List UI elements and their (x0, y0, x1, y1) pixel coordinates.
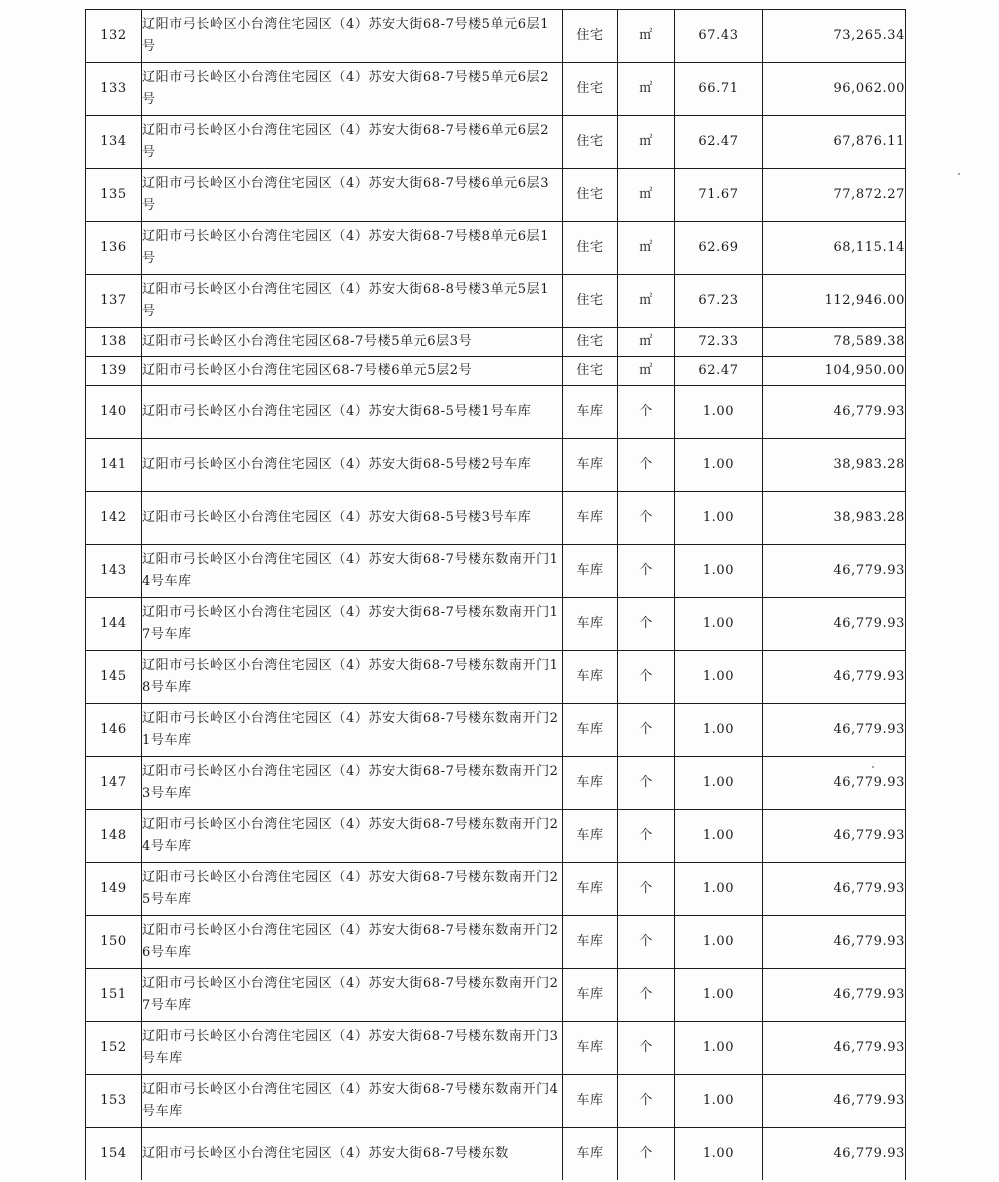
property-type: 住宅 (563, 169, 618, 222)
quantity: 62.47 (675, 357, 763, 386)
amount: 46,779.93 (763, 1128, 906, 1181)
amount: 73,265.34 (763, 10, 906, 63)
scan-speck (958, 173, 960, 175)
property-type: 车库 (563, 1022, 618, 1075)
amount: 46,779.93 (763, 757, 906, 810)
property-type: 住宅 (563, 116, 618, 169)
table-row (86, 651, 906, 704)
measure-unit: 个 (618, 439, 675, 492)
measure-unit: 个 (618, 810, 675, 863)
row-number: 154 (86, 1128, 142, 1181)
row-number: 151 (86, 969, 142, 1022)
row-number: 141 (86, 439, 142, 492)
row-number: 152 (86, 1022, 142, 1075)
table-row (86, 116, 906, 169)
measure-unit: ㎡ (618, 328, 675, 357)
table-row (86, 598, 906, 651)
property-type: 住宅 (563, 275, 618, 328)
property-location: 辽阳市弓长岭区小台湾住宅园区（4）苏安大街68-7号楼东数南开门27号车库 (142, 969, 563, 1022)
measure-unit: ㎡ (618, 275, 675, 328)
property-type: 车库 (563, 545, 618, 598)
amount: 38,983.28 (763, 492, 906, 545)
property-location: 辽阳市弓长岭区小台湾住宅园区（4）苏安大街68-7号楼东数南开门25号车库 (142, 863, 563, 916)
property-type: 住宅 (563, 63, 618, 116)
property-type: 住宅 (563, 357, 618, 386)
quantity: 1.00 (675, 863, 763, 916)
measure-unit: ㎡ (618, 169, 675, 222)
measure-unit: ㎡ (618, 116, 675, 169)
table-row (86, 492, 906, 545)
table-row (86, 275, 906, 328)
property-type: 车库 (563, 916, 618, 969)
measure-unit: ㎡ (618, 10, 675, 63)
table-row (86, 1022, 906, 1075)
property-type: 车库 (563, 969, 618, 1022)
property-location: 辽阳市弓长岭区小台湾住宅园区（4）苏安大街68-7号楼8单元6层1号 (142, 222, 563, 275)
row-number: 148 (86, 810, 142, 863)
measure-unit: 个 (618, 598, 675, 651)
property-location: 辽阳市弓长岭区小台湾住宅园区68-7号楼5单元6层3号 (142, 328, 563, 357)
row-number: 142 (86, 492, 142, 545)
property-type: 车库 (563, 863, 618, 916)
quantity: 72.33 (675, 328, 763, 357)
amount: 46,779.93 (763, 916, 906, 969)
table-row (86, 222, 906, 275)
table-row (86, 1075, 906, 1128)
row-number: 137 (86, 275, 142, 328)
row-number: 145 (86, 651, 142, 704)
quantity: 66.71 (675, 63, 763, 116)
property-location: 辽阳市弓长岭区小台湾住宅园区（4）苏安大街68-7号楼东数南开门24号车库 (142, 810, 563, 863)
property-location: 辽阳市弓长岭区小台湾住宅园区（4）苏安大街68-7号楼5单元6层1号 (142, 10, 563, 63)
table-row (86, 1128, 906, 1181)
quantity: 1.00 (675, 1128, 763, 1181)
quantity: 1.00 (675, 598, 763, 651)
quantity: 1.00 (675, 916, 763, 969)
table-row (86, 10, 906, 63)
measure-unit: 个 (618, 1128, 675, 1181)
row-number: 136 (86, 222, 142, 275)
property-type: 车库 (563, 492, 618, 545)
measure-unit: ㎡ (618, 63, 675, 116)
property-type: 车库 (563, 1128, 618, 1181)
quantity: 1.00 (675, 757, 763, 810)
measure-unit: 个 (618, 1022, 675, 1075)
amount: 46,779.93 (763, 810, 906, 863)
quantity: 1.00 (675, 704, 763, 757)
row-number: 135 (86, 169, 142, 222)
property-location: 辽阳市弓长岭区小台湾住宅园区68-7号楼6单元5层2号 (142, 357, 563, 386)
row-number: 153 (86, 1075, 142, 1128)
property-location: 辽阳市弓长岭区小台湾住宅园区（4）苏安大街68-5号楼2号车库 (142, 439, 563, 492)
amount: 46,779.93 (763, 1075, 906, 1128)
row-number: 132 (86, 10, 142, 63)
table-row (86, 439, 906, 492)
quantity: 1.00 (675, 969, 763, 1022)
measure-unit: ㎡ (618, 357, 675, 386)
measure-unit: 个 (618, 1075, 675, 1128)
quantity: 1.00 (675, 810, 763, 863)
table-row (86, 357, 906, 386)
property-location: 辽阳市弓长岭区小台湾住宅园区（4）苏安大街68-5号楼3号车库 (142, 492, 563, 545)
row-number: 133 (86, 63, 142, 116)
measure-unit: 个 (618, 704, 675, 757)
quantity: 67.43 (675, 10, 763, 63)
property-location: 辽阳市弓长岭区小台湾住宅园区（4）苏安大街68-7号楼东数南开门17号车库 (142, 598, 563, 651)
amount: 96,062.00 (763, 63, 906, 116)
property-location: 辽阳市弓长岭区小台湾住宅园区（4）苏安大街68-7号楼东数南开门21号车库 (142, 704, 563, 757)
row-number: 150 (86, 916, 142, 969)
table-row (86, 704, 906, 757)
quantity: 1.00 (675, 1022, 763, 1075)
quantity: 1.00 (675, 492, 763, 545)
measure-unit: 个 (618, 651, 675, 704)
property-type: 住宅 (563, 10, 618, 63)
measure-unit: ㎡ (618, 222, 675, 275)
property-location: 辽阳市弓长岭区小台湾住宅园区（4）苏安大街68-7号楼东数南开门18号车库 (142, 651, 563, 704)
quantity: 1.00 (675, 439, 763, 492)
row-number: 139 (86, 357, 142, 386)
property-location: 辽阳市弓长岭区小台湾住宅园区（4）苏安大街68-7号楼5单元6层2号 (142, 63, 563, 116)
table-row (86, 169, 906, 222)
property-location: 辽阳市弓长岭区小台湾住宅园区（4）苏安大街68-7号楼东数南开门4号车库 (142, 1075, 563, 1128)
row-number: 134 (86, 116, 142, 169)
amount: 77,872.27 (763, 169, 906, 222)
amount: 112,946.00 (763, 275, 906, 328)
amount: 46,779.93 (763, 969, 906, 1022)
quantity: 1.00 (675, 545, 763, 598)
row-number: 140 (86, 386, 142, 439)
row-number: 147 (86, 757, 142, 810)
property-type: 住宅 (563, 328, 618, 357)
table-row (86, 863, 906, 916)
measure-unit: 个 (618, 757, 675, 810)
amount: 67,876.11 (763, 116, 906, 169)
property-location: 辽阳市弓长岭区小台湾住宅园区（4）苏安大街68-7号楼东数南开门14号车库 (142, 545, 563, 598)
property-location: 辽阳市弓长岭区小台湾住宅园区（4）苏安大街68-7号楼东数南开门26号车库 (142, 916, 563, 969)
property-type: 车库 (563, 598, 618, 651)
property-location: 辽阳市弓长岭区小台湾住宅园区（4）苏安大街68-7号楼东数南开门23号车库 (142, 757, 563, 810)
amount: 78,589.38 (763, 328, 906, 357)
amount: 46,779.93 (763, 1022, 906, 1075)
property-type: 车库 (563, 1075, 618, 1128)
property-type: 车库 (563, 704, 618, 757)
row-number: 143 (86, 545, 142, 598)
property-type: 车库 (563, 439, 618, 492)
amount: 104,950.00 (763, 357, 906, 386)
asset-table (85, 9, 906, 1180)
amount: 68,115.14 (763, 222, 906, 275)
property-type: 车库 (563, 651, 618, 704)
measure-unit: 个 (618, 863, 675, 916)
table-row (86, 63, 906, 116)
table-row (86, 328, 906, 357)
amount: 46,779.93 (763, 651, 906, 704)
amount: 46,779.93 (763, 863, 906, 916)
amount: 38,983.28 (763, 439, 906, 492)
property-type: 车库 (563, 386, 618, 439)
amount: 46,779.93 (763, 386, 906, 439)
property-location: 辽阳市弓长岭区小台湾住宅园区（4）苏安大街68-7号楼6单元6层2号 (142, 116, 563, 169)
property-location: 辽阳市弓长岭区小台湾住宅园区（4）苏安大街68-8号楼3单元5层1号 (142, 275, 563, 328)
amount: 46,779.93 (763, 598, 906, 651)
measure-unit: 个 (618, 545, 675, 598)
quantity: 71.67 (675, 169, 763, 222)
measure-unit: 个 (618, 386, 675, 439)
quantity: 1.00 (675, 1075, 763, 1128)
quantity: 1.00 (675, 386, 763, 439)
property-location: 辽阳市弓长岭区小台湾住宅园区（4）苏安大街68-5号楼1号车库 (142, 386, 563, 439)
table-row (86, 386, 906, 439)
measure-unit: 个 (618, 969, 675, 1022)
table-row (86, 916, 906, 969)
quantity: 67.23 (675, 275, 763, 328)
amount: 46,779.93 (763, 545, 906, 598)
row-number: 138 (86, 328, 142, 357)
table-row (86, 545, 906, 598)
property-type: 住宅 (563, 222, 618, 275)
row-number: 146 (86, 704, 142, 757)
quantity: 1.00 (675, 651, 763, 704)
quantity: 62.69 (675, 222, 763, 275)
property-location: 辽阳市弓长岭区小台湾住宅园区（4）苏安大街68-7号楼东数南开门3号车库 (142, 1022, 563, 1075)
quantity: 62.47 (675, 116, 763, 169)
measure-unit: 个 (618, 492, 675, 545)
scan-speck (872, 766, 874, 768)
property-type: 车库 (563, 757, 618, 810)
property-type: 车库 (563, 810, 618, 863)
property-location: 辽阳市弓长岭区小台湾住宅园区（4）苏安大街68-7号楼6单元6层3号 (142, 169, 563, 222)
table-row (86, 810, 906, 863)
property-location: 辽阳市弓长岭区小台湾住宅园区（4）苏安大街68-7号楼东数 (142, 1128, 563, 1181)
amount: 46,779.93 (763, 704, 906, 757)
row-number: 149 (86, 863, 142, 916)
measure-unit: 个 (618, 916, 675, 969)
row-number: 144 (86, 598, 142, 651)
table-row (86, 969, 906, 1022)
table-row (86, 757, 906, 810)
